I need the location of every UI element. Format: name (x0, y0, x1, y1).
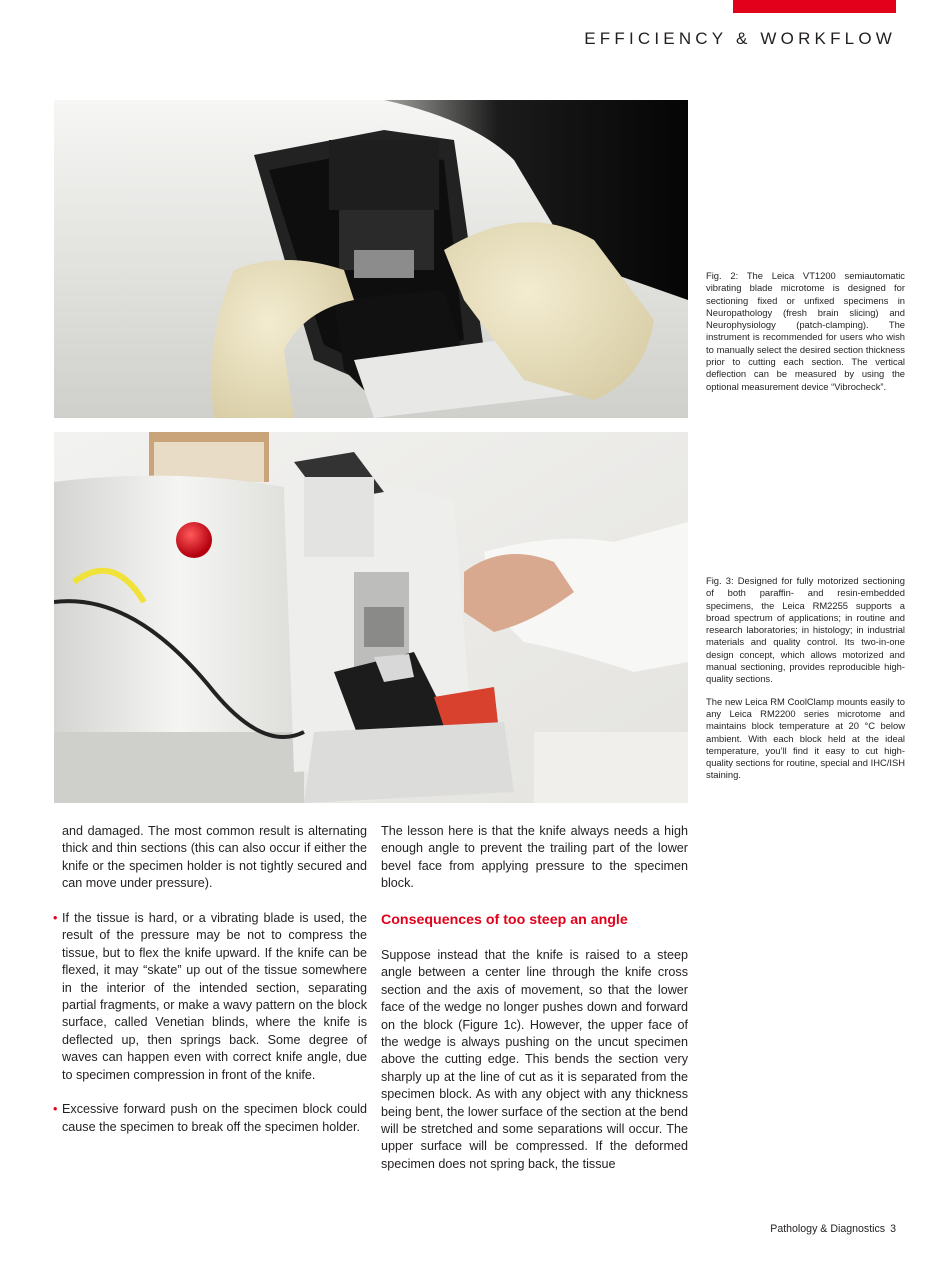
coolclamp-caption-text: The new Leica RM CoolClamp mounts easily to any Leica RM2200 series microtome and maintains block temperature at 20 °C below ambient. With each block held at the ideal temperature, you’ll find it easy to cut high-quality sections for routine, special and IHC/ISH staining. (706, 695, 905, 781)
bullet-marker: • (53, 1102, 58, 1117)
page-number: 3 (890, 1223, 896, 1235)
bullet-text: If the tissue is hard, or a vibrating blade is used, the result of the pressure may be not to compress the tissue, but to flex the knife upward. If the knife can be flexed, it may “skate” up out of the tissue somewhere in the interior of the intended section, separating partial fragments, or make a wavy pattern on the block surface, called Venetian blinds, where the knife is deflected up, then springs back. Some degree of waves can happen even with correct knife angle, due to specimen compression in front of the knife. (62, 911, 367, 1082)
section-title: EFFICIENCY & WORKFLOW (584, 29, 896, 48)
figure-2-caption (706, 270, 905, 403)
body-paragraph: Suppose instead that the knife is raised to a steep angle between a center line through the knife cross section and the axis of movement, so that the lower face of the wedge no longer pushes down and forward on the block (Figure 1c). However, the upper face of the wedge is always pushing on the uncut specimen above the cutting edge. This bends the section very sharply up at the line of cut as it is separated from the specimen block. As with any object with any thickness being bent, the lower surface of the section at the bend will be stretched and some separations will occur. The upper surface will be compressed. If the deformed specimen does not spring back, the tissue (381, 948, 688, 1171)
page-footer (770, 1223, 896, 1235)
body-column-left (53, 823, 367, 1154)
body-paragraph: The lesson here is that the knife always needs a high enough angle to prevent the trailing part of the lower bevel face from applying pressure to the specimen block. (381, 824, 688, 891)
figure-2-caption-text: Fig. 2: The Leica VT1200 semiautomatic vibrating blade microtome is designed for sectioning fixed or unfixed specimens in Neuropathology (fresh brain slicing) and Neurophysiology (patch-clamping). The instrument is recommended for users who wish to manually select the desired section thickness prior to cutting each section. The vertical deflection can be measured by using the optional measurement device “Vibrocheck”. (706, 270, 905, 392)
figure-2-photo (54, 100, 688, 418)
publication-name: Pathology & Diagnostics (770, 1223, 886, 1235)
body-paragraph: and damaged. The most common result is alternating thick and thin sections (this can also occur if either the knife or the specimen holder is not tightly secured and can move under pressure). (62, 824, 367, 891)
figure-3-caption (706, 575, 905, 792)
figure-3-photo (54, 432, 688, 803)
bullet-text: Excessive forward push on the specimen block could cause the specimen to break off the specimen holder. (62, 1102, 367, 1134)
body-column-right (381, 823, 688, 1191)
bullet-marker: • (53, 911, 58, 926)
figure-3-caption-text: Fig. 3: Designed for fully motorized sectioning of both paraffin- and resin-embedded specimens, the Leica RM2255 supports a broad spectrum of applications; in routine and research laboratories; in histology; in industrial materials and quality control. Its two-in-one design concept, which allows motorized and manual sectioning, provides reproducible high-quality sections. (706, 575, 905, 685)
bullet-item (53, 910, 367, 1084)
bullet-item (53, 1101, 367, 1136)
header-accent-bar (733, 0, 896, 13)
subheading: Consequences of too steep an angle (381, 912, 628, 929)
